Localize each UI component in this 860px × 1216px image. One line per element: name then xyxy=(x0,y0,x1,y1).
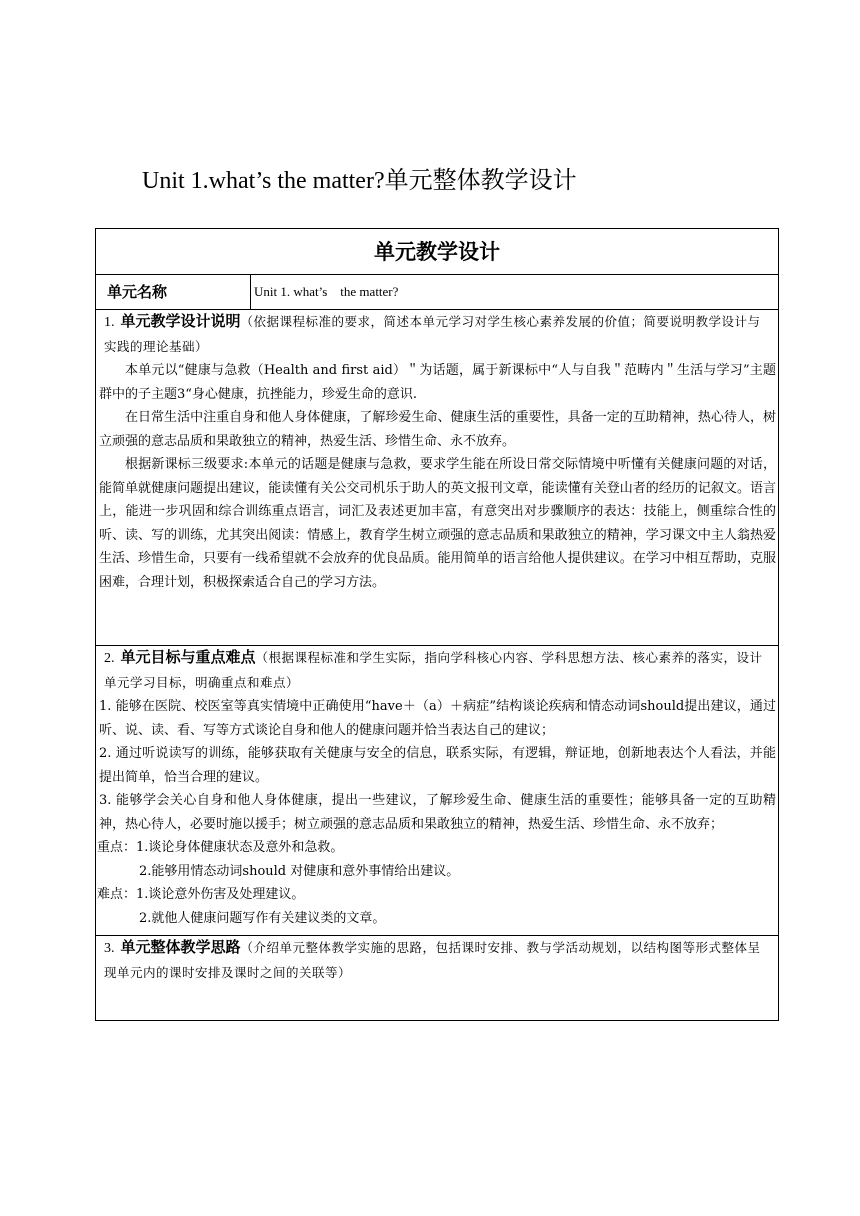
section-design-explanation xyxy=(96,310,778,646)
key-point-line xyxy=(96,836,778,860)
section-2-number: 2. xyxy=(104,651,115,666)
section-2-description: （根据课程标准和学生实际，指向学科核心内容、学科思想方法、核心素养的落实，设计单元学习目标，明确重点和难点） xyxy=(104,650,763,690)
difficulties-label: 难点： xyxy=(97,887,137,902)
section-teaching-approach xyxy=(96,936,778,1020)
unit-name-row xyxy=(96,275,778,310)
key-point-line xyxy=(96,860,778,884)
section-1-heading xyxy=(96,310,778,359)
section-3-number: 3. xyxy=(104,941,115,956)
unit-design-table xyxy=(95,228,779,1021)
section-3-description: （介绍单元整体教学实施的思路，包括课时安排、教与学活动规划，以结构图等形式整体呈现单元内的课时安排及课时之间的关联等） xyxy=(104,940,761,980)
section-1-number: 1. xyxy=(104,315,115,330)
document-title: Unit 1.what’s the matter?单元整体教学设计 xyxy=(142,168,577,194)
section-3-heading xyxy=(96,936,778,985)
key-point-item: 2.能够用情态动词should 对健康和意外事情给出建议。 xyxy=(139,863,460,879)
goal-item: 3. 能够学会关心自身和他人身体健康，提出一些建议，了解珍爱生命、健康生活的重要性；能够具备一定的互助精神，热心待人，必要时施以援手；树立顽强的意志品质和果敢独立的精神，热爱生活、珍惜生命、永不放弃； xyxy=(99,793,776,832)
section-1-paragraph: 根据新课标三级要求:本单元的话题是健康与急救，要求学生能在所设日常交际情境中听懂有关健康问题的对话，能简单就健康问题提出建议，能读懂有关公交司机乐于助人的英文报刊文章，能读懂有关登山者的经历的记叙文。语言上，能进一步巩固和综合训练重点语言，词汇及表述更加丰富，有意突出对步骤顺序的表达：技能上，侧重综合性的听、读、写的训练，尤其突出阅读：情感上，教育学生树立顽强的意志品质和果敢独立的精神，学习课文中主人翁热爱生活、珍惜生命，只要有一线希望就不会放弃的优良品质。能用简单的语言给他人提供建议。在学习中相互帮助，克服困难，合理计划，积极探索适合自己的学习方法。 xyxy=(99,457,776,590)
difficulty-item: 2.就他人健康问题写作有关建议类的文章。 xyxy=(139,910,386,926)
key-points-label: 重点： xyxy=(97,840,137,855)
section-goals-and-focus xyxy=(96,646,778,936)
section-1-paragraph: 本单元以“健康与急救（Health and first aid）＂为话题，属于新课标中“人与自我＂范畴内＂生活与学习”主题群中的子主题3“身心健康，抗挫能力，珍爱生命的意识. xyxy=(99,363,776,402)
section-1-paragraph: 在日常生活中注重自身和他人身体健康，了解珍爱生命、健康生活的重要性，具备一定的互助精神，热心待人，树立顽强的意志品质和果敢独立的精神，热爱生活、珍惜生命、永不放弃。 xyxy=(99,410,776,449)
difficulty-line xyxy=(96,907,778,931)
unit-name-value: Unit 1. what’s the matter? xyxy=(254,284,399,299)
key-point-item: 1.谈论身体健康状态及意外和急救。 xyxy=(136,840,344,855)
difficulty-item: 1.谈论意外伤害及处理建议。 xyxy=(136,887,305,902)
section-2-heading xyxy=(96,646,778,695)
table-heading: 单元教学设计 xyxy=(96,229,778,275)
unit-name-label: 单元名称 xyxy=(96,275,251,309)
section-2-label: 单元目标与重点难点 xyxy=(120,648,256,666)
goal-item: 2. 通过听说读写的训练，能够获取有关健康与安全的信息，联系实际，有逻辑，辩证地，创新地表达个人看法，并能提出简单，恰当合理的建议。 xyxy=(99,746,776,785)
section-3-label: 单元整体教学思路 xyxy=(120,938,241,956)
goal-item: 1. 能够在医院、校医室等真实情境中正确使用“have＋（a）＋病症”结构谈论疾病和情态动词should提出建议，通过听、说、读、看、写等方式谈论自身和他人的健康问题并恰当表达自己的建议； xyxy=(99,699,776,738)
difficulty-line xyxy=(96,883,778,907)
section-1-label: 单元教学设计说明 xyxy=(120,312,241,330)
section-1-description: （依据课程标准的要求，简述本单元学习对学生核心素养发展的价值；简要说明教学设计与实践的理论基础） xyxy=(104,314,761,354)
